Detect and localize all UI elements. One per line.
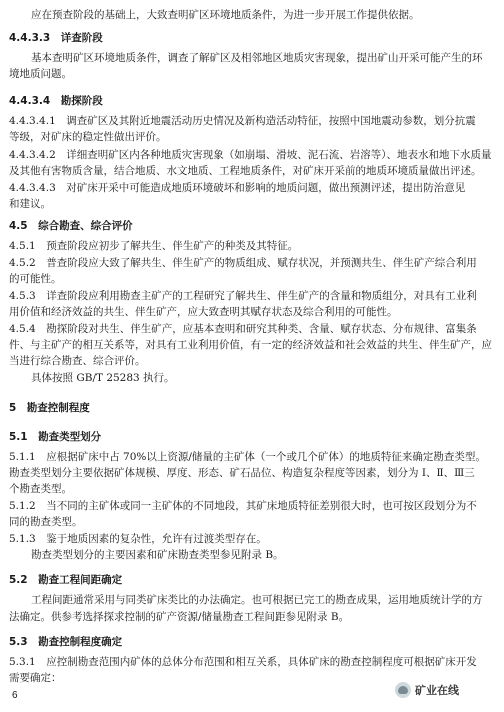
paragraph-line: 工程间距通常采用与同类矿床类比的办法确定。也可根据已完工的勘查成果，运用地质统计学的方 [31, 594, 483, 606]
paragraph-line: 和建议。 [9, 198, 51, 210]
section-heading: 4.5 综合勘查、综合评价 [9, 220, 133, 232]
watermark [395, 682, 459, 698]
paragraph-line: 4.4.3.4.2 详细查明矿区内各种地质灾害现象（如崩塌、滑坡、泥石流、岩溶等）、地表水和地下水质量 [9, 149, 492, 161]
paragraph-line: 等级，对矿床的稳定性做出评价。 [9, 131, 167, 143]
section-heading: 5.3 勘查控制程度确定 [9, 636, 123, 648]
paragraph-line: 5.1.3 鉴于地质因素的复杂性，允许有过渡类型存在。 [9, 533, 267, 545]
paragraph-line: 同的勘查类型。 [9, 516, 83, 528]
paragraph-line: 5.1.1 应根据矿床中占 70%以上资源/储量的主矿体（一个或几个矿体）的地质特征来确定勘查类型。 [9, 451, 486, 463]
paragraph-line: 的可能性。 [9, 273, 62, 285]
paragraph-line: 境地质问题。 [9, 68, 72, 80]
paragraph-line: 4.5.1 预查阶段应初步了解共生、伴生矿产的种类及其特征。 [9, 240, 299, 252]
paragraph-line: 勘查类型划分主要依据矿体规模、厚度、形态、矿石品位、构造复杂程度等因素，划分为 Ⅰ、Ⅱ、Ⅲ三 [9, 467, 475, 479]
section-heading: 4.4.3.3 详查阶段 [9, 32, 103, 44]
section-heading: 5.2 勘查工程间距确定 [9, 574, 123, 586]
paragraph-line: 4.5.4 勘探阶段对共生、伴生矿产，应基本查明和研究其种类、含量、赋存状态、分布规律、富集条 [9, 323, 477, 335]
watermark-text: 矿业在线 [415, 684, 459, 697]
paragraph-line: 应在预查阶段的基础上，大致查明矿区环境地质条件，为进一步开展工作提供依据。 [31, 9, 420, 21]
paragraph-line: 基本查明矿区环境地质条件，调查了解矿区及相邻地区地质灾害现象，提出矿山开采可能产生的环 [31, 52, 483, 64]
paragraph-line: 5.3.1 应控制勘查范围内矿体的总体分布范围和相互关系，具体矿床的勘查控制程度可根据矿床开发 [9, 656, 477, 668]
paragraph-line: 法确定。供参考选择探求控制的矿产资源/储量勘查工程间距参见附录 B。 [9, 611, 350, 623]
paragraph-line: 个勘查类型。 [9, 483, 72, 495]
section-heading: 5.1 勘查类型划分 [9, 431, 102, 443]
paragraph-line: 件、与主矿产的相互关系等，对具有工业利用价值，有一定的经济效益和社会效益的共生、伴生矿产，应 [9, 339, 492, 351]
paragraph-line: 4.4.3.4.1 调查矿区及其附近地震活动历史情况及新构造活动特征，按照中国地震动参数，划分抗震 [9, 115, 476, 127]
paragraph-line: 需要确定： [9, 672, 62, 684]
paragraph-line: 5.1.2 当不同的主矿体或同一主矿体的不同地段，其矿床地质特征差别很大时，也可按区段划分为不 [9, 500, 477, 512]
paragraph-line: 4.5.2 普查阶段应大致了解共生、伴生矿产的物质组成、赋存状况，并预测共生、伴生矿产综合利用 [9, 257, 477, 269]
paragraph-line: 勘查类型划分的主要因素和矿床勘查类型参见附录 B。 [31, 549, 284, 561]
paragraph-line: 用价值和经济效益的共生、伴生矿产，应大致查明其赋存状态及综合利用的可能性。 [9, 306, 398, 318]
page-number: 6 [12, 690, 18, 701]
section-heading: 5 勘查控制程度 [9, 402, 90, 414]
paragraph-line: 4.4.3.4.3 对矿床开采中可能造成地质环境破坏和影响的地质问题，做出预测评述，提出防治意见 [9, 182, 466, 194]
paragraph-line: 4.5.3 详查阶段应利用勘查主矿产的工程研究了解共生、伴生矿产的含量和物质组分，对具有工业利 [9, 290, 477, 302]
paragraph-line: 当进行综合勘查、综合评价。 [9, 355, 146, 367]
section-heading: 4.4.3.4 勘探阶段 [9, 95, 103, 107]
paragraph-line: 及其他有害物质含量，结合地质、水文地质、工程地质条件，对矿床开采前的地质环境质量做出评述。 [9, 165, 482, 177]
wechat-logo-icon [395, 682, 411, 698]
paragraph-line: 具体按照 GB/T 25283 执行。 [31, 372, 175, 384]
